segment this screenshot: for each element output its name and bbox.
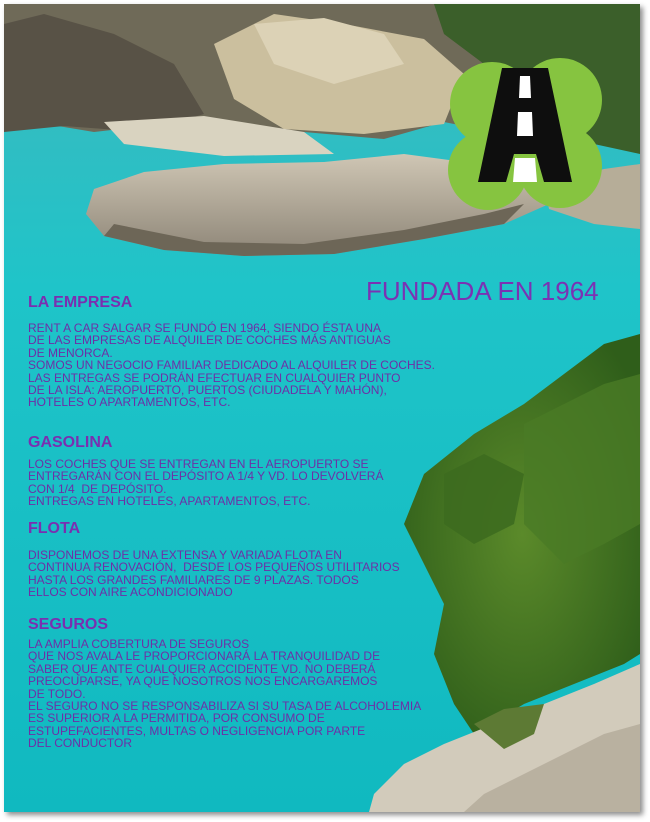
section-body-gasolina: LOS COCHES QUE SE ENTREGAN EN EL AEROPUERTO SE ENTREGARÁN CON EL DEPÓSITO A 1/4 Y VD. LO DEVOLVERÁ CON 1/4 DE DEPÓSITO. ENTREGAS EN HOTELES, APARTAMENTOS, ETC.: [28, 457, 384, 509]
section-heading-empresa: LA EMPRESA: [28, 294, 133, 311]
founded-year-title: FUNDADA EN 1964: [366, 276, 599, 306]
section-heading-gasolina: GASOLINA: [28, 434, 113, 451]
section-heading-seguros: SEGUROS: [28, 616, 109, 633]
section-body-seguros: LA AMPLIA COBERTURA DE SEGUROS QUE NOS AVALA LE PROPORCIONARÁ LA TRANQUILIDAD DE SABER QUE ANTE CUALQUIER ACCIDENTE VD. NO DEBERÁ PREOCUPARSE, YA QUE NOSOTROS NOS ENCARGAREMOS DE TODO. EL SEGURO NO SE RESPONSABILIZA SI SU TASA DE ALCOHOLEMIA ES SUPERIOR A LA PERMITIDA, POR CONSUMO DE ESTUPEFACIENTES, MULTAS O NEGLIGENCIA POR PARTE DEL CONDUCTOR: [28, 637, 422, 751]
section-heading-flota: FLOTA: [28, 520, 81, 537]
section-body-flota: DISPONEMOS DE UNA EXTENSA Y VARIADA FLOTA EN CONTINUA RENOVACIÓN, DESDE LOS PEQUEÑOS UTILITARIOS HASTA LOS GRANDES FAMILIARES DE 9 PLAZAS. TODOS ELLOS CON AIRE ACONDICIONADO: [28, 548, 400, 600]
poster: [4, 4, 640, 812]
section-body-empresa: RENT A CAR SALGAR SE FUNDÓ EN 1964, SIENDO ÉSTA UNA DE LAS EMPRESAS DE ALQUILER DE COCHES MÁS ANTIGUAS DE MENORCA. SOMOS UN NEGOCIO FAMILIAR DEDICADO AL ALQUILER DE COCHES. LAS ENTREGAS SE PODRÁN EFECTUAR EN CUALQUIER PUNTO DE LA ISLA: AEROPUERTO, PUERTOS (CIUDADELA Y MAHÓN), HOTELES O APARTAMENTOS, ETC.: [28, 321, 435, 410]
clover-road-logo-icon: [444, 54, 606, 222]
